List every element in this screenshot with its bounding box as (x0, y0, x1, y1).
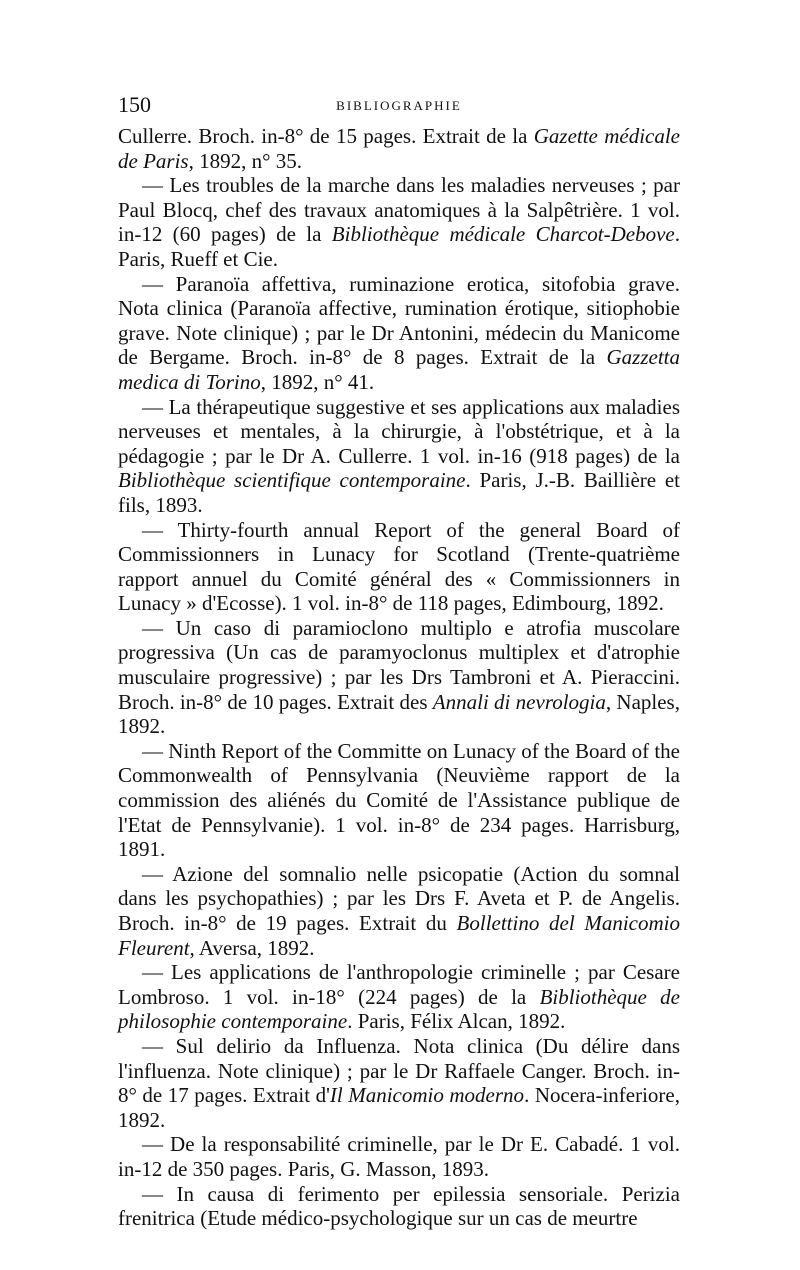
bibliography-entry: — Les applications de l'anthropologie criminelle ; par Cesare Lombroso. 1 vol. in-18° (224 pages) de la Bibliothèque de philosophie contemporaine. Paris, Félix Alcan, 1892. (118, 960, 680, 1034)
bibliography-entry: — Paranoïa affettiva, ruminazione erotica, sitofobia grave. Nota clinica (Paranoïa affective, rumination érotique, sitiophobie grave. Note clinique) ; par le Dr Antonini, médecin du Manicome de Bergame. Broch. in-8° de 8 pages. Extrait de la Gazzetta medica di Torino, 1892, n° 41. (118, 271, 680, 394)
bibliography-entry: — Sul delirio da Influenza. Nota clinica (Du délire dans l'influenza. Note clinique) ; par le Dr Raffaele Canger. Broch. in-8° de 17 pages. Extrait d'Il Manicomio moderno. Nocera-inferiore, 1892. (118, 1033, 680, 1132)
page-number: 150 (118, 92, 151, 117)
bibliography-entry: — Les troubles de la marche dans les maladies nerveuses ; par Paul Blocq, chef des travaux anatomiques à la Salpêtrière. 1 vol. in-12 (60 pages) de la Bibliothèque médicale Charcot-Debove. Paris, Rueff et Cie. (118, 173, 681, 271)
bibliography-entry: — In causa di ferimento per epilessia sensoriale. Perizia frenitrica (Etude médico-psychologique sur un cas de meurtre (118, 1181, 680, 1231)
bibliography-entry: Cullerre. Broch. in-8° de 15 pages. Extrait de la Gazette médicale de Paris, 1892, n° 35. (118, 124, 680, 173)
bibliography-text (118, 124, 680, 1231)
bibliography-entry: — De la responsabilité criminelle, par le Dr E. Cabadé. 1 vol. in-12 de 350 pages. Paris, G. Masson, 1893. (118, 1132, 680, 1181)
running-head: BIBLIOGRAPHIE (336, 98, 462, 113)
bibliography-entry: — Azione del somnalio nelle psicopatie (Action du somnal dans les psychopathies) ; par les Drs F. Aveta et P. de Angelis. Broch. in-8° de 19 pages. Extrait du Bollettino del Manicomio Fleurent, Aversa, 1892. (118, 861, 680, 960)
page-header (118, 92, 680, 122)
bibliography-entry: — La thérapeutique suggestive et ses applications aux maladies nerveuses et mentales, à la chirurgie, à l'obstétrique, et à la pédagogie ; par le Dr A. Cullerre. 1 vol. in-16 (918 pages) de la Bibliothèque scientifique contemporaine. Paris, J.-B. Baillière et fils, 1893. (118, 394, 680, 517)
bibliography-entry: — Ninth Report of the Committe on Lunacy of the Board of the Commonwealth of Pennsylvania (Neuvième rapport de la commission des aliénés du Comité de l'Assistance publique de l'Etat de Pennsylvanie). 1 vol. in-8° de 234 pages. Harrisburg, 1891. (118, 738, 680, 862)
bibliography-entry: — Un caso di paramioclono multiplo e atrofia muscolare progressiva (Un cas de paramyoclonus multiplex et d'atrophie musculaire progressive) ; par les Drs Tambroni et A. Pieraccini. Broch. in-8° de 10 pages. Extrait des Annali di nevrologia, Naples, 1892. (118, 615, 680, 739)
bibliography-entry: — Thirty-fourth annual Report of the general Board of Commissionners in Lunacy for Scotland (Trente-quatrième rapport annuel du Comité général des « Commissionners in Lunacy » d'Ecosse). 1 vol. in-8° de 118 pages, Edimbourg, 1892. (118, 517, 680, 616)
